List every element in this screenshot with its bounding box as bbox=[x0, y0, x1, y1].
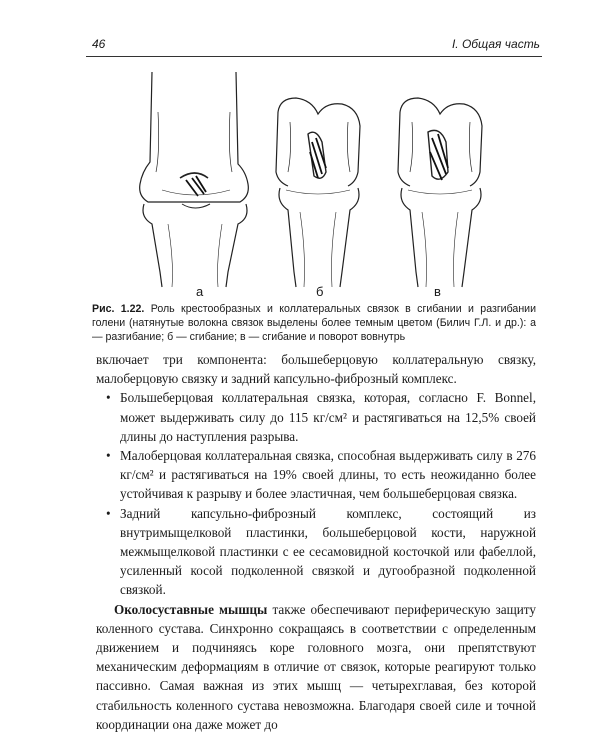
figure-caption bbox=[92, 302, 536, 344]
list-item bbox=[96, 446, 536, 504]
bullet-icon: • bbox=[106, 448, 111, 464]
bullet-list bbox=[96, 388, 536, 599]
knee-panel-a bbox=[140, 72, 249, 287]
knee-panel-c bbox=[398, 98, 482, 287]
bullet-icon: • bbox=[106, 505, 111, 521]
body-text bbox=[96, 350, 536, 734]
caption-number: Рис. 1.22. bbox=[92, 303, 145, 315]
figure-label-b: б bbox=[316, 284, 324, 299]
section-title: I. Общая часть bbox=[451, 37, 540, 51]
intro-paragraph: включает три компонента: большеберцовую коллатеральную связку, малоберцовую связку и задний капсульно-фиброзный комплекс. bbox=[96, 352, 536, 387]
list-item bbox=[96, 504, 536, 600]
bullet-icon: • bbox=[106, 390, 111, 406]
list-item-text: Большеберцовая коллатеральная связка, которая, согласно F. Bonnel, может выдерживать силу до 115 кг/см² и растягиваться на 12,5% своей длины до наступления разрыва. bbox=[120, 390, 536, 444]
page-number: 46 bbox=[92, 37, 106, 51]
knee-illustration bbox=[100, 72, 520, 302]
muscles-text: также обеспечивают периферическую защиту коленного сустава. Синхронно сокращаясь в соответствии с определенным движением и подчиняясь коре головного мозга, они препятствуют механическим деформациям в отличие от связок, которые реагируют только пассивно. Самая важная из этих мышц — четырехглавая, без которой стабильность коленного сустава невозможна. Благодаря своей силе и точной координации она даже может до bbox=[96, 601, 536, 732]
figure-label-c: в bbox=[434, 284, 441, 299]
figure-label-a: а bbox=[196, 284, 204, 299]
muscles-paragraph bbox=[96, 600, 536, 734]
list-item bbox=[96, 388, 536, 446]
list-item-text: Задний капсульно-фиброзный комплекс, состоящий из внутримыщелковой пластинки, большеберцовой кости, наружной межмыщелковой пластинки с ее сесамовидной косточкой или фабеллой, усиленный косой подколенной связкой и дугообразной подколенной связкой. bbox=[120, 505, 536, 598]
knee-panel-b bbox=[276, 98, 360, 287]
muscles-heading: Околосуставные мышцы bbox=[114, 601, 268, 617]
caption-text: Роль крестообразных и коллатеральных связок в сгибании и разгибании голени (натянутые волокна связок выделены более темным цветом (Билич Г.Л. и др.): а — разгибание; б — сгибание; в — сгибание и поворот вовнутрь bbox=[92, 303, 537, 343]
running-header bbox=[86, 34, 542, 57]
list-item-text: Малоберцовая коллатеральная связка, способная выдерживать силу в 276 кг/см² и растягиваться на 19% своей длины, то есть неожиданно более устойчивая к разрыву и более эластичная, чем большеберцовая связка. bbox=[120, 448, 536, 502]
knee-ligament-figure bbox=[100, 72, 520, 302]
